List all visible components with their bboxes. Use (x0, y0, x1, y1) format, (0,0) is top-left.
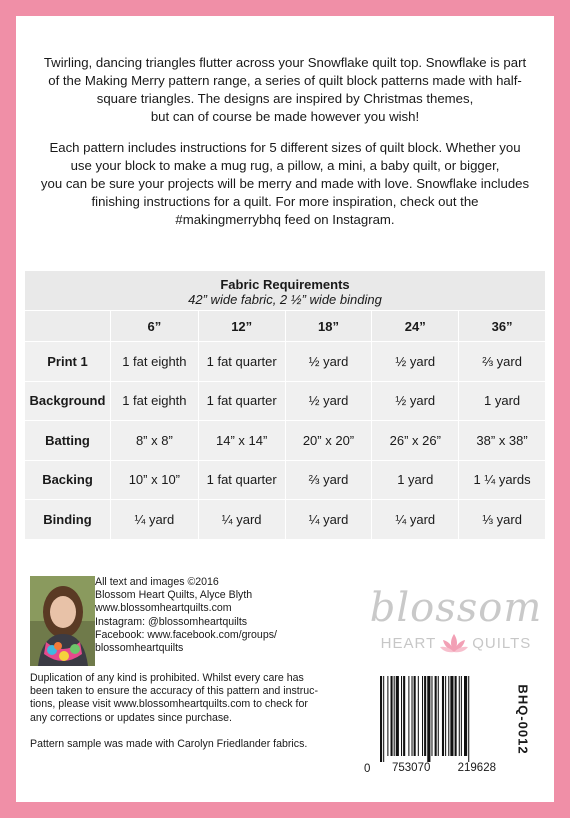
table-cell: ¼ yard (372, 500, 459, 540)
intro-line: finishing instructions for a quilt. For more inspiration, check out the (91, 194, 479, 209)
row-label: Backing (25, 460, 111, 500)
logo-right-word: QUILTS (472, 634, 532, 652)
facebook-link[interactable]: Facebook: www.facebook.com/groups/ (95, 628, 277, 641)
barcode-right-group: 219628 (457, 762, 496, 774)
table-cell: 20” x 20” (285, 421, 372, 461)
intro-paragraph-1 (36, 54, 534, 126)
barcode-bar (414, 676, 416, 756)
notice-line: been taken to ensure the accuracy of this pattern and instruc- (30, 685, 318, 698)
barcode-bar (387, 676, 388, 756)
barcode-first-digit: 0 (364, 763, 371, 775)
barcode-bar (401, 676, 402, 756)
table-cell: ½ yard (372, 342, 459, 382)
table-cell: ⅓ yard (459, 500, 546, 540)
sku-label (510, 676, 536, 762)
barcode-left-group: 753070 (392, 762, 431, 774)
barcode-bar (461, 676, 462, 756)
table-cell: 14” x 14” (198, 421, 285, 461)
row-label: Binding (25, 500, 111, 540)
table-subtitle: 42” wide fabric, 2 ½” wide binding (188, 292, 382, 307)
barcode-bar (422, 676, 423, 756)
barcode-digits (378, 762, 504, 774)
barcode-bar (412, 676, 413, 756)
lotus-icon (439, 632, 469, 654)
barcode-bar (396, 676, 399, 756)
size-header-row (25, 311, 546, 342)
barcode-bar (468, 676, 469, 762)
logo-left-word: HEART (380, 634, 437, 652)
table-row (25, 500, 546, 540)
size-header: 6” (110, 311, 198, 342)
barcode-bar (431, 676, 432, 756)
table-title: Fabric Requirements (220, 277, 350, 292)
fabric-requirements-table (24, 270, 546, 540)
size-header: 24” (372, 311, 459, 342)
facebook-link-cont[interactable]: blossomheartquilts (95, 642, 184, 655)
table-row (25, 460, 546, 500)
notice-line: tions, please visit www.blossomheartquilts.com to check for (30, 698, 308, 711)
notice-line: any corrections or updates since purchase. (30, 711, 232, 724)
table-cell: ⅔ yard (285, 460, 372, 500)
barcode-bar (424, 676, 426, 756)
copyright-lines (95, 576, 345, 655)
size-header: 36” (459, 311, 546, 342)
table-cell: 1 yard (459, 381, 546, 421)
barcode-bar (394, 676, 395, 756)
barcode-bar (459, 676, 460, 756)
intro-line: Twirling, dancing triangles flutter across your Snowflake quilt top. Snowflake is part (43, 55, 527, 70)
barcode-bar (448, 676, 449, 756)
table-cell: ¼ yard (285, 500, 372, 540)
barcode-bars (378, 676, 504, 762)
intro-line: you can be sure your projects will be merry and made with love. Snowflake includes (40, 176, 530, 191)
intro-line: of the Making Merry pattern range, a series of quilt block patterns made with half- (48, 73, 522, 88)
duplication-notice (30, 672, 350, 725)
barcode-bar (408, 676, 409, 756)
barcode-bar (455, 676, 457, 756)
table-heading (25, 271, 546, 311)
corner-cell (25, 311, 111, 342)
table-cell: 1 yard (372, 460, 459, 500)
logo-word: blossom (369, 585, 543, 631)
table-cell: ¼ yard (198, 500, 285, 540)
barcode (364, 676, 538, 791)
website-link[interactable]: www.blossomheartquilts.com (95, 602, 232, 615)
sku-code: BHQ-0012 (515, 683, 531, 755)
table-cell: 8” x 8” (110, 421, 198, 461)
barcode-bar (438, 676, 439, 756)
row-label: Batting (25, 421, 111, 461)
author-line: Blossom Heart Quilts, Alyce Blyth (95, 589, 253, 602)
barcode-bar (427, 676, 430, 762)
barcode-bar (445, 676, 446, 756)
copyright-line: All text and images ©2016 (95, 576, 219, 588)
row-label: Background (25, 381, 111, 421)
instagram-link[interactable]: Instagram: @blossomheartquilts (95, 615, 248, 628)
table-cell: 26” x 26” (372, 421, 459, 461)
table-cell: 38” x 38” (459, 421, 546, 461)
table-cell: ½ yard (285, 342, 372, 382)
table-cell: 1 fat eighth (110, 342, 198, 382)
barcode-bar (380, 676, 382, 762)
intro-line: Each pattern includes instructions for 5 different sizes of quilt block. Whether you (49, 140, 521, 155)
intro-text (36, 54, 534, 242)
intro-line: use your block to make a mug rug, a pillow, a mini, a baby quilt, or bigger, (70, 158, 500, 173)
intro-line: square triangles. The designs are inspired by Christmas themes, (96, 91, 474, 106)
barcode-bar (435, 676, 437, 756)
table-cell: ¼ yard (110, 500, 198, 540)
table-cell: 1 ¼ yards (459, 460, 546, 500)
table-cell: ½ yard (372, 381, 459, 421)
pattern-back-cover (16, 16, 554, 802)
table-row (25, 381, 546, 421)
notice-block (30, 672, 350, 764)
author-portrait (30, 576, 95, 666)
table-cell: ⅔ yard (459, 342, 546, 382)
row-label: Print 1 (25, 342, 111, 382)
size-header: 18” (285, 311, 372, 342)
barcode-bar (383, 676, 384, 762)
barcode-bar (442, 676, 444, 756)
logo-subline (361, 632, 551, 654)
table-cell: 1 fat quarter (198, 342, 285, 382)
table-cell: 1 fat quarter (198, 381, 285, 421)
barcode-bar (418, 676, 419, 756)
table-row (25, 421, 546, 461)
intro-line: but can of course be made however you wish! (150, 109, 420, 124)
barcode-bar (450, 676, 453, 756)
table-cell: ½ yard (285, 381, 372, 421)
intro-line: #makingmerrybhq feed on Instagram. (175, 212, 395, 227)
notice-line: Duplication of any kind is prohibited. Whilst every care has (30, 672, 304, 684)
table-cell: 1 fat quarter (198, 460, 285, 500)
fabrics-note: Pattern sample was made with Carolyn Friedlander fabrics. (30, 737, 308, 750)
intro-paragraph-2 (36, 139, 534, 229)
brand-logo (361, 586, 551, 654)
size-header: 12” (198, 311, 285, 342)
barcode-bar (464, 676, 467, 756)
barcode-bar (403, 676, 405, 756)
table-row (25, 342, 546, 382)
barcode-bar (391, 676, 393, 756)
table-cell: 1 fat eighth (110, 381, 198, 421)
table-cell: 10” x 10” (110, 460, 198, 500)
